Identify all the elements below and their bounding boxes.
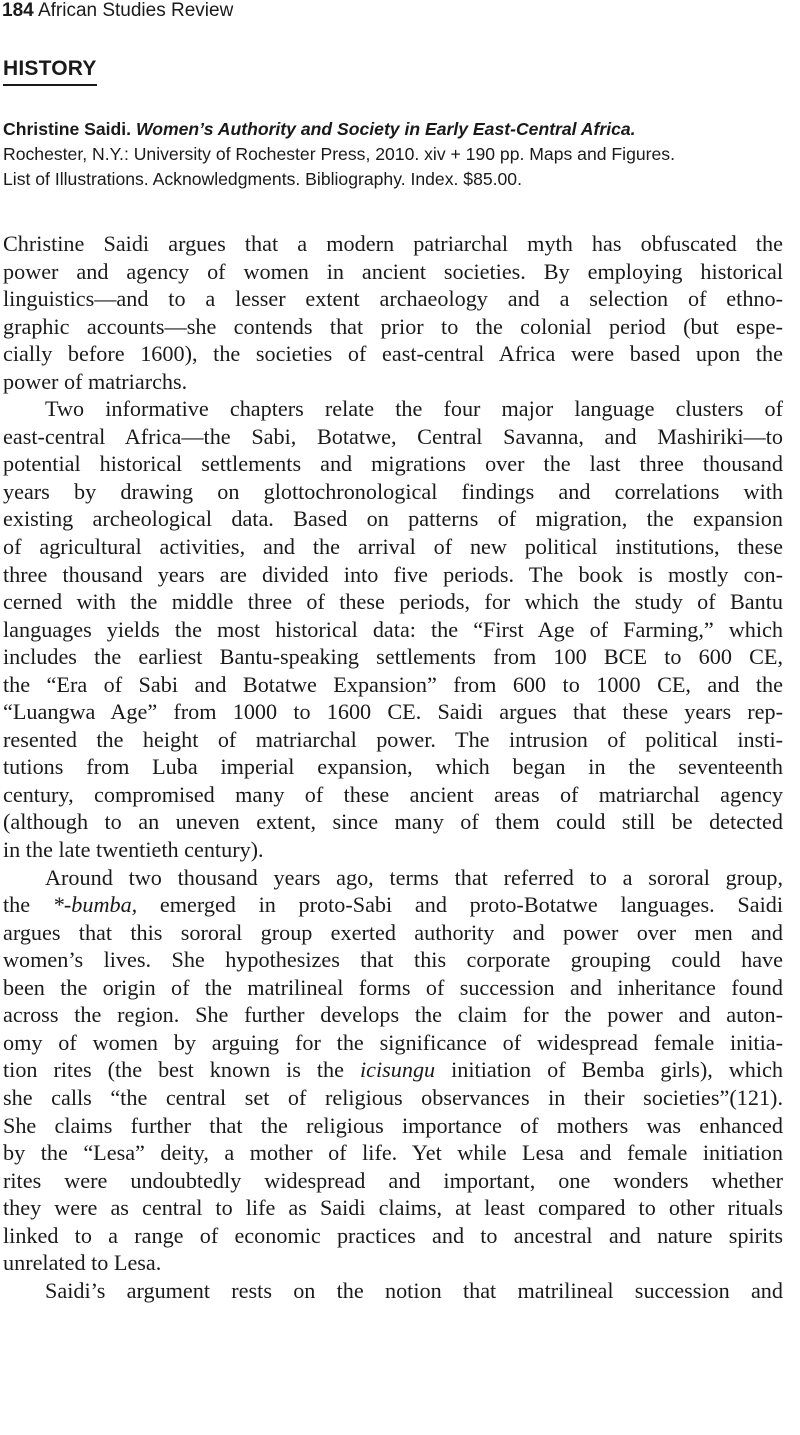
text-line: Around two thousand years ago, terms that referred to a sororal group,: [45, 864, 783, 890]
text-line: Saidi’s argument rests on the notion that matrilineal succession and: [45, 1277, 783, 1303]
review-body: [3, 230, 783, 1304]
text-line: linked to a range of economic practices and to ancestral and nature spirits: [3, 1222, 783, 1248]
text-line: century, compromised many of these ancient areas of matriarchal agency: [3, 781, 783, 807]
text-run: tion rites (the best known is the: [3, 1057, 360, 1083]
text-line: the “Era of Sabi and Botatwe Expansion” from 600 to 1000 CE, and the: [3, 671, 783, 697]
section-heading: HISTORY: [3, 56, 97, 86]
text-run: initiation of Bemba girls), which: [435, 1057, 783, 1083]
page-number: 184: [2, 0, 34, 21]
text-line: in the late twentieth century).: [3, 837, 264, 863]
text-line: Two informative chapters relate the four major language clusters of: [45, 396, 783, 422]
text-line: languages yields the most historical data: the “First Age of Farming,” which: [3, 616, 783, 642]
text-line: graphic accounts—she contends that prior to the colonial period (but espe-: [3, 313, 783, 339]
text-run: the: [3, 892, 53, 918]
text-line: existing archeological data. Based on patterns of migration, the expansion: [3, 506, 783, 532]
text-line: of agricultural activities, and the arrival of new political institutions, these: [3, 534, 783, 560]
text-line: Christine Saidi argues that a modern patriarchal myth has obfuscated the: [3, 231, 783, 256]
text-line: She claims further that the religious importance of mothers was enhanced: [3, 1112, 783, 1138]
book-author: Christine Saidi.: [3, 119, 132, 139]
text-line: “Luangwa Age” from 1000 to 1600 CE. Saidi argues that these years rep-: [3, 699, 783, 725]
text-line: omy of women by arguing for the significance of widespread female initia-: [3, 1029, 783, 1055]
text-line: power of matriarchs.: [3, 368, 188, 394]
text-line: [3, 891, 783, 919]
text-line: potential historical settlements and migrations over the last three thousand: [3, 451, 783, 477]
citation-line: [3, 117, 798, 142]
journal-title: African Studies Review: [37, 0, 234, 21]
text-line: across the region. She further develops the claim for the power and auton-: [3, 1002, 783, 1028]
text-line: cially before 1600), the societies of east-central Africa were based upon the: [3, 341, 783, 367]
italic-term: icisungu: [359, 1057, 436, 1083]
running-head: [2, 0, 233, 23]
publication-details: Rochester, N.Y.: University of Rochester Press, 2010. xiv + 190 pp. Maps and Figures.: [3, 144, 675, 164]
text-line: (although to an uneven extent, since many of them could still be detected: [3, 809, 783, 835]
text-line: includes the earliest Bantu-speaking settlements from 100 BCE to 600 CE,: [3, 644, 783, 670]
text-line: women’s lives. She hypothesizes that this corporate grouping could have: [3, 947, 783, 973]
text-line: been the origin of the matrilineal forms of succession and inheritance found: [3, 974, 783, 1000]
italic-term: *-bumba,: [52, 892, 138, 918]
text-line: cerned with the middle three of these periods, for which the study of Bantu: [3, 589, 783, 615]
text-line: rites were undoubtedly widespread and important, one wonders whether: [3, 1167, 783, 1193]
text-line: they were as central to life as Saidi claims, at least compared to other rituals: [3, 1195, 783, 1221]
text-line: by the “Lesa” deity, a mother of life. Yet while Lesa and female initiation: [3, 1140, 783, 1166]
book-citation: [3, 117, 798, 192]
text-run: emerged in proto-Sabi and proto-Botatwe languages. Saidi: [137, 892, 783, 918]
text-line: linguistics—and to a lesser extent archaeology and a selection of ethno-: [3, 286, 783, 312]
text-line: east-central Africa—the Sabi, Botatwe, Central Savanna, and Mashiriki—to: [3, 423, 783, 449]
text-line: tutions from Luba imperial expansion, which began in the seventeenth: [3, 754, 783, 780]
book-title: Women’s Authority and Society in Early East-Central Africa.: [135, 119, 636, 139]
text-line: three thousand years are divided into five periods. The book is mostly con-: [3, 561, 783, 587]
text-line: argues that this sororal group exerted authority and power over men and: [3, 919, 783, 945]
text-line: [3, 1056, 783, 1084]
text-line: unrelated to Lesa.: [3, 1250, 162, 1276]
text-line: resented the height of matriarchal power. The intrusion of political insti-: [3, 726, 783, 752]
text-line: power and agency of women in ancient societies. By employing historical: [3, 258, 783, 284]
book-front-matter: List of Illustrations. Acknowledgments. Bibliography. Index. $85.00.: [3, 169, 522, 189]
text-line: years by drawing on glottochronological findings and correlations with: [3, 478, 783, 504]
text-line: she calls “the central set of religious observances in their societies”(121).: [3, 1084, 783, 1110]
